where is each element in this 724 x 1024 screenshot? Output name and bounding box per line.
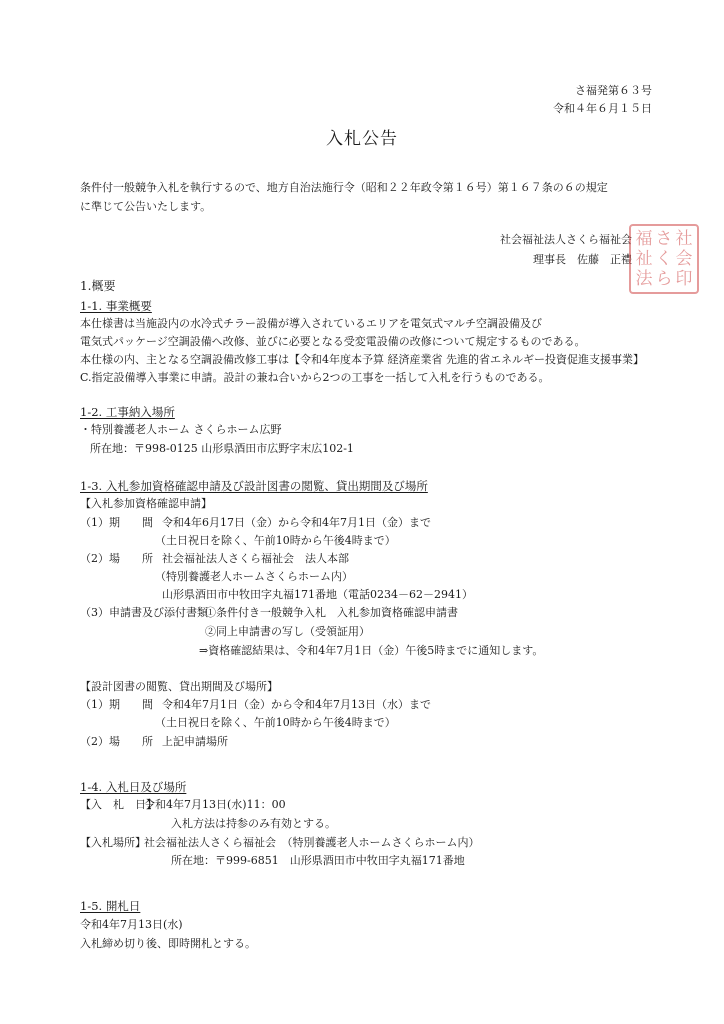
section-heading-1-3: 1-3. 入札参加資格確認申請及び設計図書の閲覧、貸出期間及び場所 [80, 479, 428, 493]
bid-place-text: 社会福祉法人さくら福祉会 （特別養護老人ホームさくらホーム内） [144, 836, 480, 849]
b1-label: （1）期 間 [80, 698, 153, 711]
issuer-org: 社会福祉法人さくら福祉会 [500, 233, 632, 246]
section-heading-overview: 1.概要 [80, 279, 116, 293]
intro-line-2: に準じて公告いたします。 [80, 200, 212, 213]
a3-note: ⇒資格確認結果は、令和4年7月1日（金）午後5時までに通知します。 [199, 644, 544, 657]
opening-note: 入札締め切り後、即時開札とする。 [80, 937, 256, 950]
a2-text: 社会福祉法人さくら福祉会 法人本部 [162, 552, 349, 565]
section-heading-1-5: 1-5. 開札日 [80, 899, 141, 913]
a1-note: （土日祝日を除く、午前10時から午後4時まで） [155, 534, 396, 547]
bid-place-address: 所在地：〒999-6851 山形県酒田市中牧田字丸福171番地 [171, 854, 465, 867]
opening-date: 令和4年7月13日(水) [80, 918, 183, 931]
bid-place-label: 【入札場所】 [80, 836, 146, 849]
a3-label: （3）申請書及び添付書類 [80, 606, 208, 619]
a1-label: （1）期 間 [80, 516, 153, 529]
a1-text: 令和4年6月17日（金）から令和4年7月1日（金）まで [162, 516, 431, 529]
a2-note-1: （特別養護老人ホームさくらホーム内） [155, 570, 353, 583]
section-heading-1-1: 1-1. 事業概要 [80, 299, 152, 313]
section-heading-1-4: 1-4. 入札日及び場所 [80, 780, 187, 794]
bid-method: 入札方法は持参のみ有効とする。 [171, 817, 336, 830]
b1-text: 令和4年7月1日（金）から令和4年7月13日（水）まで [162, 698, 431, 711]
b1-note: （土日祝日を除く、午前10時から午後4時まで） [155, 716, 396, 729]
page-title: 入札公告 [326, 129, 398, 149]
b2-label: （2）場 所 [80, 735, 153, 748]
site-name: ・特別養護老人ホーム さくらホーム広野 [80, 423, 282, 436]
doc-number: さ福発第６３号 [575, 84, 652, 97]
a3-item-2: ②同上申請書の写し（受領証用） [205, 625, 370, 638]
section-heading-1-2: 1-2. 工事納入場所 [80, 405, 175, 419]
bid-date-text: 令和4年7月13日(水)11：00 [144, 798, 286, 811]
block-b-title: 【設計図書の閲覧、貸出期間及び場所】 [80, 680, 278, 693]
a3-item-1: ①条件付き一般競争入札 入札参加資格確認申請書 [205, 606, 458, 619]
intro-line-1: 条件付一般競争入札を執行するので、地方自治法施行令（昭和２２年政令第１６号）第１６７条の６の規定 [80, 181, 608, 194]
block-a-title: 【入札参加資格確認申請】 [80, 497, 212, 510]
doc-date: 令和４年６月１５日 [553, 102, 652, 115]
official-seal-stamp: 福 さ 社 祉 く 会 法 ら 印 [629, 224, 699, 294]
site-address: 所在地：〒998-0125 山形県酒田市広野字末広102-1 [90, 442, 354, 455]
a2-label: （2）場 所 [80, 552, 153, 565]
overview-line-3: 本仕様の内、主となる空調設備改修工事は【令和4年度本予算 経済産業省 先進的省エネルギー投資促進支援事業】 [80, 353, 644, 366]
a2-note-2: 山形県酒田市中牧田字丸福171番地（電話0234－62－2941） [162, 588, 473, 601]
issuer-person: 理事長 佐藤 正禮 [533, 253, 632, 266]
overview-line-2: 電気式パッケージ空調設備へ改修、並びに必要となる受変電設備の改修について規定するものである。 [80, 335, 586, 348]
overview-line-4: C.指定設備導入事業に申請。設計の兼ね合いから2つの工事を一括して入札を行うものである。 [80, 371, 550, 384]
bid-date-label: 【入 札 日】 [80, 798, 157, 811]
b2-text: 上記申請場所 [162, 735, 228, 748]
overview-line-1: 本仕様書は当施設内の水冷式チラー設備が導入されているエリアを電気式マルチ空調設備及び [80, 317, 542, 330]
